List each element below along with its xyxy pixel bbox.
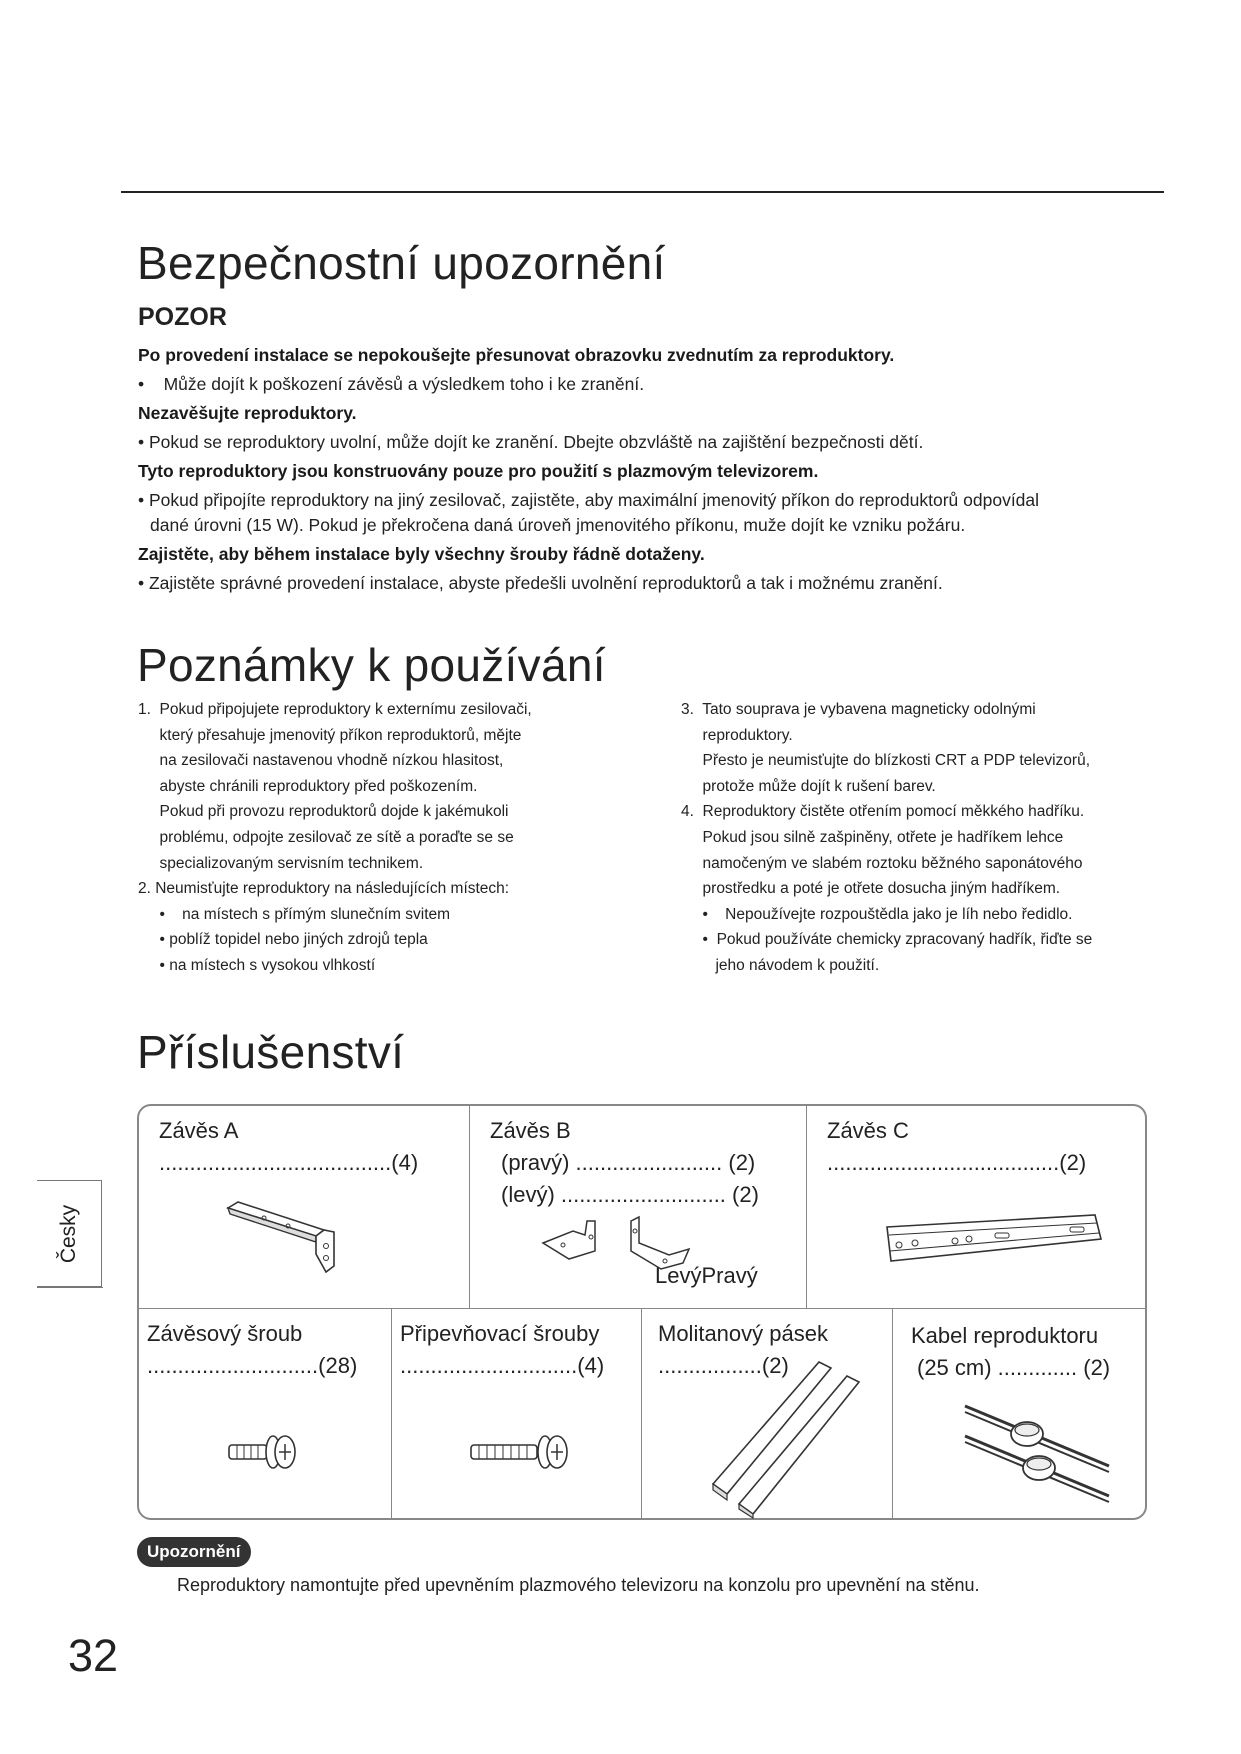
- hanging-screw-icon: [227, 1432, 307, 1472]
- accessory-b-name: Závěs B: [490, 1118, 571, 1143]
- warning-bullet-3-line1: • Pokud připojíte reproduktory na jiný zesilovač, zajistěte, aby maximální jmenovitý příkon do reproduktorů odpovídal: [138, 490, 1040, 510]
- usage-right-line: • Pokud používáte chemicky zpracovaný hadřík, řiďte se: [681, 931, 1093, 949]
- usage-left-line: • na místech s vysokou vlhkostí: [138, 956, 376, 974]
- usage-left-line: 1. Pokud připojujete reproduktory k externímu zesilovači,: [138, 701, 532, 718]
- warning-heading-1: Po provedení instalace se nepokoušejte přesunovat obrazovku zvednutím za reproduktory.: [138, 345, 895, 365]
- foam-tape-illustration: [709, 1354, 869, 1519]
- usage-left-line: na zesilovači nastavenou vhodně nízkou hlasitost,: [138, 752, 504, 770]
- accessory-b-caption: LevýPravý: [655, 1263, 758, 1288]
- usage-right-line: Pokud jsou silně zašpiněny, otřete je hadříkem lehce: [681, 828, 1064, 846]
- usage-right-line: jeho návodem k použití.: [681, 956, 880, 974]
- warning-heading-4: Zajistěte, aby během instalace byly všechny šrouby řádně dotaženy.: [138, 544, 705, 564]
- language-tab: [37, 1180, 102, 1287]
- accessory-a-name: Závěs A: [159, 1118, 239, 1143]
- usage-right-line: reproduktory.: [681, 726, 793, 744]
- usage-left-line: problému, odpojte zesilovač ze sítě a poraďte se se: [138, 828, 514, 846]
- usage-left-line: specializovaným servisním technikem.: [138, 854, 424, 872]
- speaker-cable-illustration: [959, 1396, 1119, 1511]
- warning-heading-2: Nezavěšujte reproduktory.: [138, 403, 357, 423]
- usage-left-line: 2. Neumisťujte reproduktory na následujících místech:: [138, 880, 510, 898]
- top-rule: [121, 191, 1164, 193]
- accessory-g-name: Kabel reproduktoru: [911, 1323, 1099, 1348]
- accessory-f-name: Molitanový pásek: [658, 1321, 828, 1346]
- grid-line: [892, 1308, 893, 1518]
- accessory-c-name: Závěs C: [827, 1118, 909, 1143]
- usage-right-line: prostředku a poté je otřete dosucha jiným hadříkem.: [681, 880, 1061, 898]
- language-tab-rule: [37, 1287, 103, 1288]
- accessory-d-qty: ............................(28): [147, 1353, 358, 1378]
- usage-right-line: Přesto je neumisťujte do blízkosti CRT a PDP televizorů,: [681, 752, 1090, 770]
- note-badge: Upozornění: [137, 1537, 251, 1567]
- bracket-a-illustration: [224, 1194, 354, 1274]
- accessory-g-qty: (25 cm) ............. (2): [917, 1355, 1111, 1380]
- grid-line: [806, 1106, 807, 1308]
- accessory-e-name: Připevňovací šrouby: [400, 1321, 600, 1346]
- accessory-b-left-qty: (levý) ........................... (2): [501, 1182, 759, 1207]
- bracket-c-illustration: [885, 1211, 1105, 1271]
- usage-left-line: • poblíž topidel nebo jiných zdrojů tepla: [138, 931, 428, 949]
- warning-bullet-4: • Zajistěte správné provedení instalace, abyste předešli uvolnění reproduktorů a tak i možnému zranění.: [138, 573, 943, 593]
- usage-right-column: [681, 697, 1092, 979]
- grid-line: [139, 1308, 1145, 1309]
- fixing-screw-icon: [469, 1432, 579, 1472]
- accessory-a-qty: ......................................(4): [159, 1150, 419, 1175]
- usage-left-line: • na místech s přímým slunečním svitem: [138, 905, 451, 923]
- accessory-b-right-qty: (pravý) ........................ (2): [501, 1150, 756, 1175]
- safety-title: Bezpečnostní upozornění: [137, 237, 666, 289]
- usage-title: Poznámky k používání: [137, 639, 606, 691]
- accessory-c-qty: ......................................(2): [827, 1150, 1087, 1175]
- usage-left-column: [138, 697, 532, 979]
- warning-bullet-2: • Pokud se reproduktory uvolní, může dojít ke zranění. Dbejte obzvláště na zajištění bezpečnosti dětí.: [138, 432, 924, 452]
- safety-subtitle: POZOR: [138, 303, 227, 331]
- warning-bullet-1: • Může dojít k poškození závěsů a výsledkem toho i ke zranění.: [138, 374, 645, 394]
- accessories-table: [137, 1104, 1147, 1520]
- page-number: 32: [68, 1630, 119, 1681]
- usage-right-line: 4. Reproduktory čistěte otřením pomocí měkkého hadříku.: [681, 803, 1085, 821]
- accessory-f-qty: .................(2): [658, 1353, 789, 1378]
- accessory-d-name: Závěsový šroub: [147, 1321, 303, 1346]
- accessories-title: Příslušenství: [137, 1026, 405, 1078]
- usage-right-line: namočeným ve slabém roztoku běžného saponátového: [681, 854, 1083, 872]
- usage-left-line: abyste chránili reproduktory před poškozením.: [138, 777, 478, 795]
- grid-line: [391, 1308, 392, 1518]
- usage-right-line: protože může dojít k rušení barev.: [681, 777, 936, 795]
- warning-heading-3: Tyto reproduktory jsou konstruovány pouze pro použití s plazmovým televizorem.: [138, 461, 819, 481]
- grid-line: [641, 1308, 642, 1518]
- usage-left-line: Pokud při provozu reproduktorů dojde k jakémukoli: [138, 803, 509, 821]
- usage-right-line: • Nepoužívejte rozpouštědla jako je líh nebo ředidlo.: [681, 905, 1073, 923]
- grid-line: [469, 1106, 470, 1308]
- usage-left-line: který přesahuje jmenovitý příkon reproduktorů, mějte: [138, 726, 522, 744]
- accessory-e-qty: .............................(4): [400, 1353, 605, 1378]
- note-text: Reproduktory namontujte před upevněním plazmového televizoru na konzolu pro upevnění na stěnu.: [177, 1575, 980, 1595]
- language-tab-label: Česky: [57, 1204, 80, 1263]
- warning-bullet-3-line2: dané úrovni (15 W). Pokud je překročena daná úroveň jmenovitého příkonu, muže dojít ke vzniku požáru.: [150, 515, 966, 535]
- usage-right-line: 3. Tato souprava je vybavena magneticky odolnými: [681, 701, 1036, 718]
